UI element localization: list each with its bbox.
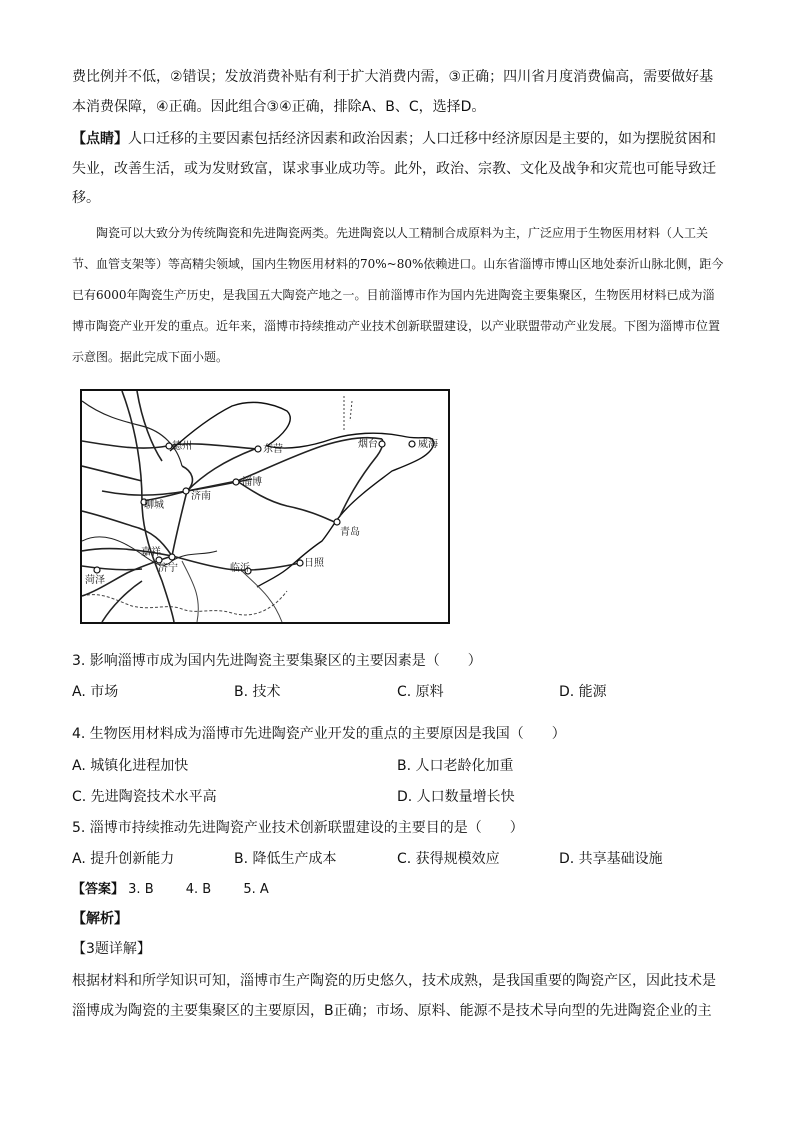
marker-yantai xyxy=(379,441,385,447)
dianjing-text: 人口迁移的主要因素包括经济因素和政治因素；人口迁移中经济原因是主要的，如为摆脱贫困和失业，改善生活，或为发财致富，谋求事业成功等。此外，政治、宗教、文化及战争和灾荒也可能导致迁移。 xyxy=(72,131,716,206)
label-jining: 济宁 xyxy=(158,563,178,574)
answer-3: 3. B xyxy=(128,882,154,897)
analysis-label: 【解析】 xyxy=(72,911,128,927)
label-linyi: 临沂 xyxy=(230,563,250,574)
railway-network xyxy=(82,391,383,622)
previous-answer-paragraph: 费比例并不低，②错误；发放消费补贴有利于扩大消费内需，③正确；四川省月度消费偏高，需要做好基本消费保障，④正确。因此组合③④正确，排除A、B、C，选择D。 xyxy=(72,69,714,115)
marker-dongying xyxy=(255,446,261,452)
q4-option-d: D. 人口数量增长快 xyxy=(397,789,515,805)
province-boundary-south xyxy=(82,591,287,615)
label-yantai: 烟台 xyxy=(358,439,378,450)
marker-jining xyxy=(169,554,175,560)
q3-option-a: A. 市场 xyxy=(72,684,119,700)
q5-option-a: A. 提升创新能力 xyxy=(72,851,175,867)
question-3-stem: 3. 影响淄博市成为国内先进陶瓷主要集聚区的主要因素是（ ） xyxy=(72,653,482,669)
zibo-location-map xyxy=(80,389,450,624)
label-qingdao: 青岛 xyxy=(340,527,360,538)
island-marks xyxy=(344,396,352,431)
label-dezhou: 德州 xyxy=(172,441,192,452)
q3-option-d: D. 能源 xyxy=(559,684,607,700)
q4-option-c: C. 先进陶瓷技术水平高 xyxy=(72,789,217,805)
detail-paragraph: 根据材料和所学知识可知，淄博市生产陶瓷的历史悠久，技术成熟，是我国重要的陶瓷产区，因此技术是淄博成为陶瓷的主要集聚区的主要原因，B正确；市场、原料、能源不是技术导向型的先进陶瓷企业的主 xyxy=(72,973,716,1019)
marker-heze xyxy=(94,567,100,573)
q5-option-b: B. 降低生产成本 xyxy=(234,851,337,867)
detail-label: 【3题详解】 xyxy=(72,941,151,957)
q5-option-c: C. 获得规模效应 xyxy=(397,851,500,867)
answer-label: 【答案】 xyxy=(72,882,125,897)
q3-option-c: C. 原料 xyxy=(397,684,444,700)
label-weihai: 威海 xyxy=(418,439,438,450)
marker-weihai xyxy=(409,441,415,447)
marker-jinan xyxy=(183,488,189,494)
label-zibo: 淄博 xyxy=(242,477,262,488)
label-dongying: 东营 xyxy=(263,444,283,455)
question-5-stem: 5. 淄博市持续推动先进陶瓷产业技术创新联盟建设的主要目的是（ ） xyxy=(72,820,524,836)
northwest-boundary xyxy=(82,401,182,466)
label-jiaxiang: 嘉祥 xyxy=(141,547,161,558)
label-liaocheng: 聊城 xyxy=(144,500,164,511)
q4-option-b: B. 人口老龄化加重 xyxy=(397,758,514,774)
material-paragraph: 陶瓷可以大致分为传统陶瓷和先进陶瓷两类。先进陶瓷以人工精制合成原料为主，广泛应用于生物医用材料（人工关节、血管支架等）等高精尖领域，国内生物医用材料的70%~80%依赖进口。山东省淄博市博山区地处泰沂山脉北侧，距今已有6000年陶瓷生产历史，是我国五大陶瓷产地之一。目前淄博市作为国内先进陶瓷主要集聚区，生物医用材料已成为淄博市陶瓷产业开发的重点。近年来，淄博市持续推动产业技术创新联盟建设，以产业联盟带动产业发展。下图为淄博市位置示意图。据此完成下面小题。 xyxy=(72,226,724,364)
q3-option-b: B. 技术 xyxy=(234,684,281,700)
dianjing-paragraph xyxy=(72,125,724,214)
map-figure xyxy=(82,391,448,622)
marker-rizhao xyxy=(297,560,303,566)
marker-zibo xyxy=(233,479,239,485)
marker-qingdao xyxy=(334,519,340,525)
answer-line xyxy=(72,878,297,897)
label-heze: 菏泽 xyxy=(85,575,105,586)
q4-option-a: A. 城镇化进程加快 xyxy=(72,758,189,774)
answer-5: 5. A xyxy=(243,882,269,897)
q5-option-d: D. 共享基础设施 xyxy=(559,851,663,867)
label-jinan: 济南 xyxy=(191,491,211,502)
question-4-stem: 4. 生物医用材料成为淄博市先进陶瓷产业开发的重点的主要原因是我国（ ） xyxy=(72,726,566,742)
southwest-river xyxy=(182,561,198,622)
label-rizhao: 日照 xyxy=(304,558,324,569)
south-river xyxy=(242,571,282,622)
dianjing-label: 【点睛】 xyxy=(72,131,128,147)
answer-4: 4. B xyxy=(185,882,212,897)
